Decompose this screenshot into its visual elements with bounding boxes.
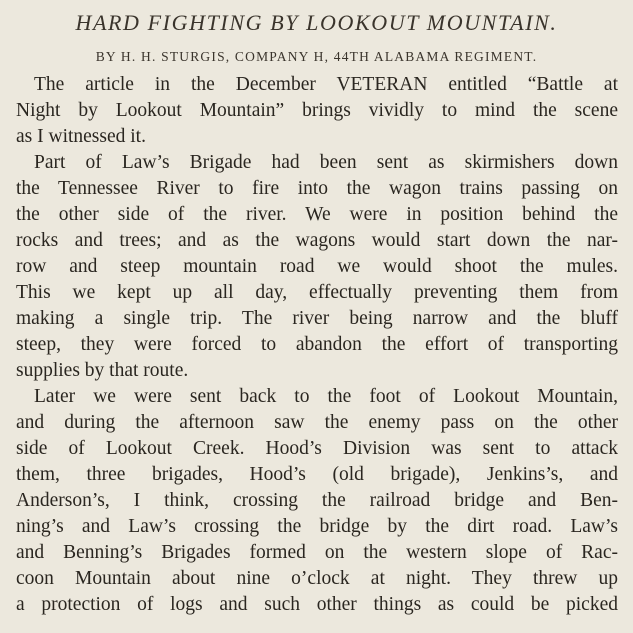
text-line: rocks and trees; and as the wagons would start down the nar- (16, 230, 618, 251)
text-line: a protection of logs and such other things as could be picked (16, 594, 618, 615)
text-line: as I witnessed it. (16, 126, 146, 147)
article-title: HARD FIGHTING BY LOOKOUT MOUNTAIN. (75, 10, 558, 35)
text-line: ning’s and Law’s crossing the bridge by the dirt road. Law’s (16, 516, 618, 537)
article-byline: BY H. H. STURGIS, COMPANY H, 44TH ALABAMA REGIMENT. (95, 49, 538, 64)
text-line: coon Mountain about nine o’clock at night. They threw up (16, 568, 618, 589)
text-line: making a single trip. The river being narrow and the bluff (16, 308, 618, 329)
text-line: the Tennessee River to fire into the wagon trains passing on (16, 178, 618, 199)
article-body (16, 72, 618, 618)
text-line: supplies by that route. (16, 360, 189, 381)
text-line: This we kept up all day, effectually preventing them from (16, 282, 618, 303)
text-line: them, three brigades, Hood’s (old brigade), Jenkins’s, and (16, 464, 618, 485)
text-line: Part of Law’s Brigade had been sent as skirmishers down (34, 152, 618, 173)
text-line: and Benning’s Brigades formed on the western slope of Rac- (16, 542, 618, 563)
text-line: Later we were sent back to the foot of Lookout Mountain, (34, 386, 618, 407)
text-line: steep, they were forced to abandon the effort of transporting (16, 334, 618, 355)
text-line: Night by Lookout Mountain” brings vividly to mind the scene (16, 100, 618, 121)
text-line: row and steep mountain road we would shoot the mules. (16, 256, 618, 277)
text-line: side of Lookout Creek. Hood’s Division was sent to attack (16, 438, 618, 459)
text-line: The article in the December VETERAN entitled “Battle at (34, 74, 618, 95)
text-line: Anderson’s, I think, crossing the railroad bridge and Ben- (16, 490, 618, 511)
text-line: the other side of the river. We were in position behind the (16, 204, 618, 225)
text-line: and during the afternoon saw the enemy pass on the other (16, 412, 618, 433)
